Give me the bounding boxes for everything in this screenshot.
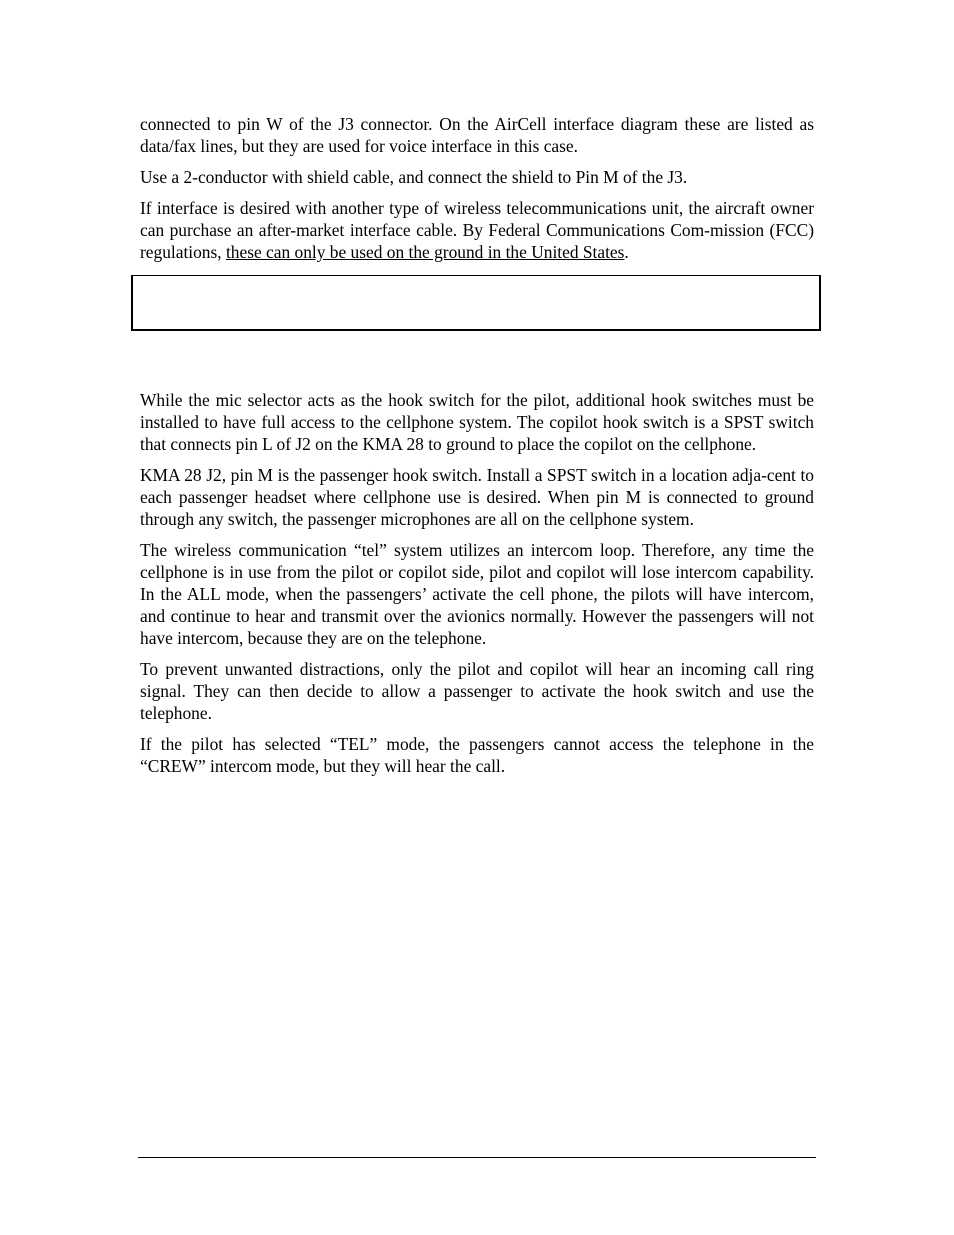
paragraph-fcc-regulations [140,197,814,263]
empty-note-box [131,275,821,331]
paragraph-shield-cable: Use a 2-conductor with shield cable, and connect the shield to Pin M of the J3. [140,167,688,187]
paragraph-ring-signal: To prevent unwanted distractions, only the pilot and copilot will hear an incoming call ring signal. They can then decide to allow a passenger to activate the hook switch and use the telephone. [140,659,814,723]
hook-switch-section [140,389,814,786]
top-section [140,113,814,272]
paragraph-mic-selector: While the mic selector acts as the hook switch for the pilot, additional hook switches must be installed to have full access to the cellphone system. The copilot hook switch is a SPST switch that connects pin L of J2 on the KMA 28 to ground to place the copilot on the cellphone. [140,390,814,454]
paragraph-j3-connector: connected to pin W of the J3 connector. On the AirCell interface diagram these are listed as data/fax lines, but they are used for voice interface in this case. [140,114,814,156]
paragraph-tel-intercom-loop: The wireless communication “tel” system utilizes an intercom loop. Therefore, any time the cellphone is in use from the pilot or copilot side, pilot and copilot will lose intercom capability. In the ALL mode, when the passengers’ activate the cell phone, the pilots will have intercom, and continue to hear and transmit over the avionics normally. However the passengers will not have intercom, because they are on the telephone. [140,540,814,648]
paragraph-tel-mode: If the pilot has selected “TEL” mode, the passengers cannot access the telephone in the “CREW” intercom mode, but they will hear the call. [140,734,814,776]
fcc-text-after: . [624,242,629,262]
fcc-underlined-text: these can only be used on the ground in the United States [225,242,625,262]
fcc-text-before: If interface is desired with another type of wireless telecommunications unit, the aircraft owner can purchase an after-market interface cable. By Federal Communications Com-mission (FCC) regulations, [140,198,814,262]
footer-divider [138,1157,816,1158]
paragraph-passenger-hook-switch: KMA 28 J2, pin M is the passenger hook switch. Install a SPST switch in a location adja-cent to each passenger headset where cellphone use is desired. When pin M is connected to ground through any switch, the passenger microphones are all on the cellphone system. [140,465,814,529]
